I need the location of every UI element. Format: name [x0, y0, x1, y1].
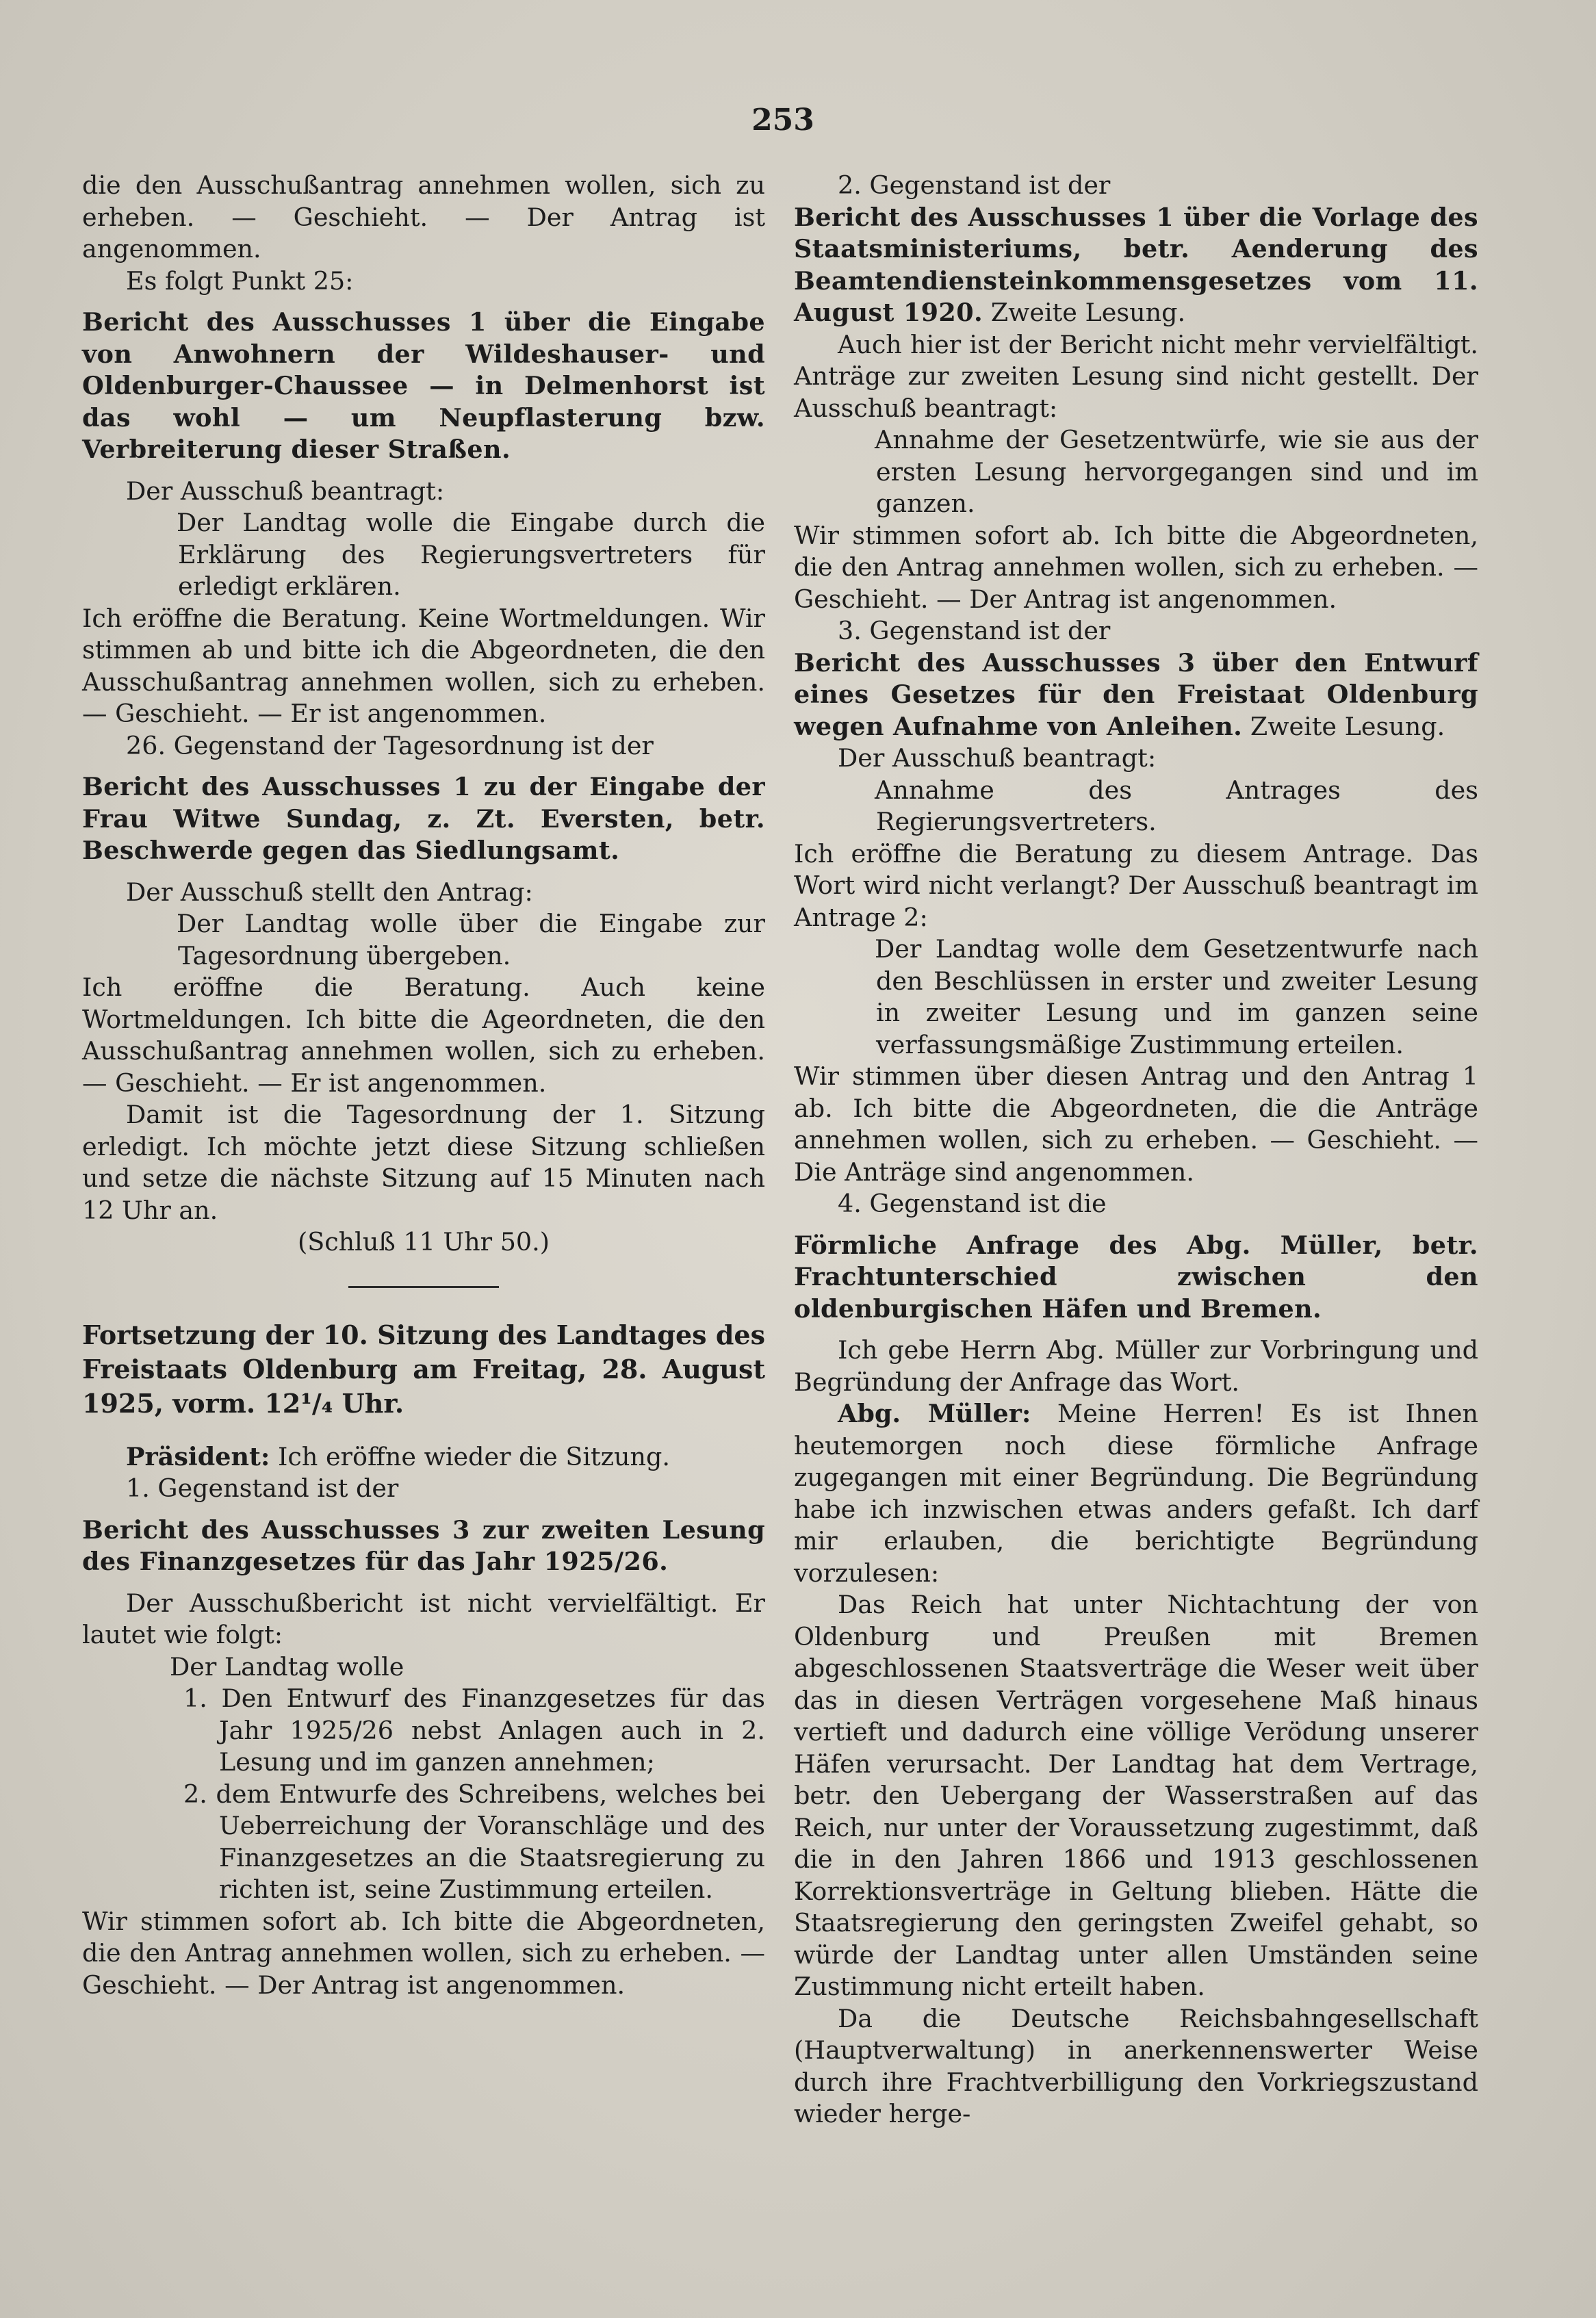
- paragraph: Ich eröffne die Beratung zu diesem Antrage. Das Wort wird nicht verlangt? Der Ausschuß beantragt im Antrage 2:: [794, 838, 1478, 932]
- paragraph: die den Ausschußantrag annehmen wollen, sich zu erheben. — Geschieht. — Der Antrag ist angenommen.: [82, 170, 765, 263]
- paragraph: Der Ausschußbericht ist nicht vervielfältigt. Er lautet wie folgt:: [82, 1588, 765, 1649]
- agenda-heading: Bericht des Ausschusses 3 zur zweiten Lesung des Finanzgesetzes für das Jahr 1925/26.: [82, 1515, 765, 1576]
- quoted-justification: Das Reich hat unter Nichtachtung der von Oldenburg und Preußen mit Bremen abgeschlossenen Staatsverträge die Weser weit über das in diesen Verträgen vorgesehene Maß hinaus vertieft und dadurch eine völlige Verödung unserer Häfen verursacht. Der Landtag hat dem Vertrage, betr. den Uebergang der Wasserstraßen auf das Reich, nur unter der Voraussetzung zugestimmt, daß die in den Jahren 1866 und 1913 geschlossenen Korrektionsverträge in Geltung blieben. Hätte die Staatsregierung den geringsten Zweifel gehabt, so würde der Landtag unter allen Umständen seine Zustimmung nicht erteilt haben.: [794, 1590, 1478, 2001]
- motion-text: Der Landtag wolle dem Gesetzentwurfe nach den Beschlüssen in erster und zweiter Lesung in zweiter Lesung und im ganzen seine verfassungsmäßige Zustimmung erteilen.: [875, 934, 1478, 1059]
- session-end-note: (Schluß 11 Uhr 50.): [297, 1227, 550, 1257]
- paragraph: Der Ausschuß stellt den Antrag:: [126, 877, 533, 907]
- page-number: 253: [751, 103, 814, 138]
- motion-item: 1. Den Entwurf des Finanzgesetzes für das Jahr 1925/26 nebst Anlagen auch in 2. Lesung und im ganzen annehmen;: [183, 1684, 765, 1777]
- section-divider: [348, 1286, 499, 1288]
- agenda-heading: Bericht des Ausschusses 1 über die Eingabe von Anwohnern der Wildeshauser- und Oldenburger-Chaussee — in Delmenhorst ist das wohl — um Neupflasterung bzw. Verbreiterung dieser Straßen.: [82, 307, 765, 464]
- motion-text: Annahme des Antrages des Regierungsvertreters.: [875, 775, 1478, 836]
- motion-text: Der Landtag wolle die Eingabe durch die Erklärung des Regierungsvertreters für erledigt erklären.: [177, 508, 765, 601]
- left-column: [82, 170, 765, 2001]
- speaker-label: Abg. Müller:: [838, 1399, 1031, 1428]
- paragraph: Wir stimmen sofort ab. Ich bitte die Abgeordneten, die den Antrag annehmen wollen, sich zu erheben. — Geschieht. — Der Antrag ist angenommen.: [794, 520, 1478, 614]
- speaker-label: Präsident:: [126, 1441, 270, 1471]
- paragraph: Wir stimmen sofort ab. Ich bitte die Abgeordneten, die den Antrag annehmen wollen, sich zu erheben. — Geschieht. — Der Antrag ist angenommen.: [82, 1906, 765, 2000]
- paragraph: Der Ausschuß beantragt:: [838, 743, 1157, 773]
- paragraph: 26. Gegenstand der Tagesordnung ist der: [126, 730, 654, 760]
- paragraph: 2. Gegenstand ist der: [838, 170, 1111, 200]
- paragraph: 3. Gegenstand ist der: [838, 616, 1111, 645]
- motion-intro: Der Landtag wolle: [170, 1651, 404, 1682]
- paragraph: Wir stimmen über diesen Antrag und den Antrag 1 ab. Ich bitte die Abgeordneten, die die Anträge annehmen wollen, sich zu erheben. — Geschieht. — Die Anträge sind angenommen.: [794, 1061, 1478, 1187]
- agenda-heading: Förmliche Anfrage des Abg. Müller, betr. Frachtunterschied zwischen den oldenburgischen Häfen und Bremen.: [794, 1230, 1478, 1324]
- session-heading: Fortsetzung der 10. Sitzung des Landtages des Freistaats Oldenburg am Freitag, 28. August 1925, vorm. 12¹/₄ Uhr.: [82, 1319, 765, 1419]
- paragraph: Damit ist die Tagesordnung der 1. Sitzung erledigt. Ich möchte jetzt diese Sitzung schließen und setze die nächste Sitzung auf 15 Minuten nach 12 Uhr an.: [82, 1100, 765, 1225]
- paragraph: 1. Gegenstand ist der: [126, 1473, 399, 1503]
- reading-note: Zweite Lesung.: [1250, 711, 1445, 741]
- paragraph: Ich eröffne die Beratung. Keine Wortmeldungen. Wir stimmen ab und bitte ich die Abgeordneten, die den Ausschußantrag annehmen wollen, sich zu erheben. — Geschieht. — Er ist angenommen.: [82, 603, 765, 728]
- paragraph: Da die Deutsche Reichsbahngesellschaft (Hauptverwaltung) in anerkennenswerter Weise durch ihre Frachtverbilligung den Vorkriegszustand wieder herge-: [794, 2003, 1478, 2128]
- motion-text: Annahme der Gesetzentwürfe, wie sie aus der ersten Lesung hervorgegangen sind und im ganzen.: [875, 425, 1478, 518]
- motion-item: 2. dem Entwurfe des Schreibens, welches bei Ueberreichung der Voranschläge und des Finanzgesetzes an die Staatsregierung zu richten ist, seine Zustimmung erteilen.: [183, 1779, 765, 1904]
- speech-text: Meine Herren! Es ist Ihnen heutemorgen noch diese förmliche Anfrage zugegangen mit einer Begründung. Die Begründung habe ich inzwischen etwas anders gefaßt. Ich darf mir erlauben, die berichtigte Begründung vorzulesen:: [794, 1399, 1478, 1588]
- right-column: [794, 170, 1478, 2130]
- paragraph: Der Ausschuß beantragt:: [126, 476, 445, 506]
- agenda-heading: Bericht des Ausschusses 3 über den Entwurf eines Gesetzes für den Freistaat Oldenburg wegen Aufnahme von Anleihen.: [794, 647, 1478, 741]
- agenda-heading: Bericht des Ausschusses 1 zu der Eingabe der Frau Witwe Sundag, z. Zt. Eversten, betr. Beschwerde gegen das Siedlungsamt.: [82, 772, 765, 865]
- speech-text: Ich eröffne wieder die Sitzung.: [277, 1441, 670, 1471]
- paragraph: Auch hier ist der Bericht nicht mehr vervielfältigt. Anträge zur zweiten Lesung sind nicht gestellt. Der Ausschuß beantragt:: [794, 329, 1478, 423]
- agenda-heading: Bericht des Ausschusses 1 über die Vorlage des Staatsministeriums, betr. Aenderung des Beamtendiensteinkommensgesetzes vom 11. August 1920.: [794, 202, 1478, 327]
- motion-text: Der Landtag wolle über die Eingabe zur Tagesordnung übergeben.: [177, 909, 765, 970]
- reading-note: Zweite Lesung.: [990, 298, 1186, 327]
- paragraph: 4. Gegenstand ist die: [838, 1189, 1107, 1218]
- paragraph: Es folgt Punkt 25:: [126, 266, 354, 296]
- paragraph: Ich eröffne die Beratung. Auch keine Wortmeldungen. Ich bitte die Ageordneten, die den Ausschußantrag annehmen wollen, sich zu erheben. — Geschieht. — Er ist angenommen.: [82, 973, 765, 1098]
- paragraph: Ich gebe Herrn Abg. Müller zur Vorbringung und Begründung der Anfrage das Wort.: [794, 1335, 1478, 1397]
